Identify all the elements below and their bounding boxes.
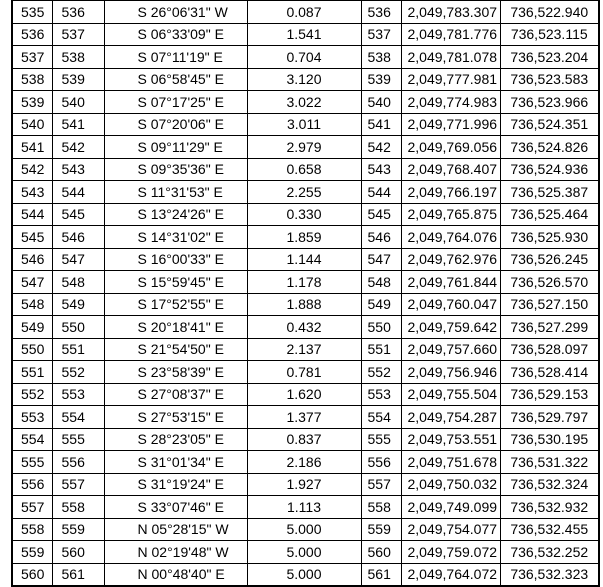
station-from-cell: 535	[12, 1, 52, 24]
station-to-cell: 554	[52, 406, 104, 429]
easting-cell: 736,532.932	[500, 496, 599, 519]
easting-cell: 736,529.797	[500, 406, 599, 429]
easting-cell: 736,532.324	[500, 473, 599, 496]
table-row	[12, 136, 599, 159]
station-to-cell: 552	[52, 361, 104, 384]
station-from-cell: 541	[12, 136, 52, 159]
northing-cell: 2,049,756.946	[401, 361, 500, 384]
distance-cell: 2.979	[247, 136, 361, 159]
northing-cell: 2,049,781.776	[401, 23, 500, 46]
station-to-cell: 547	[52, 248, 104, 271]
easting-cell: 736,525.464	[500, 203, 599, 226]
table-row	[12, 181, 599, 204]
table-row	[12, 541, 599, 564]
northing-cell: 2,049,757.660	[401, 338, 500, 361]
point-number-cell: 549	[361, 293, 401, 316]
easting-cell: 736,532.252	[500, 541, 599, 564]
easting-cell: 736,523.966	[500, 91, 599, 114]
station-from-cell: 558	[12, 518, 52, 541]
bearing-cell: S 14°31'02" E	[104, 226, 247, 249]
point-number-cell: 544	[361, 181, 401, 204]
station-from-cell: 554	[12, 428, 52, 451]
station-from-cell: 549	[12, 316, 52, 339]
station-from-cell: 542	[12, 158, 52, 181]
station-from-cell: 551	[12, 361, 52, 384]
distance-cell: 1.377	[247, 406, 361, 429]
point-number-cell: 546	[361, 226, 401, 249]
station-to-cell: 546	[52, 226, 104, 249]
distance-cell: 0.837	[247, 428, 361, 451]
station-from-cell: 552	[12, 383, 52, 406]
point-number-cell: 542	[361, 136, 401, 159]
station-from-cell: 555	[12, 451, 52, 474]
point-number-cell: 550	[361, 316, 401, 339]
bearing-cell: S 11°31'53" E	[104, 181, 247, 204]
table-row	[12, 248, 599, 271]
distance-cell: 2.255	[247, 181, 361, 204]
northing-cell: 2,049,766.197	[401, 181, 500, 204]
bearing-cell: S 31°19'24" E	[104, 473, 247, 496]
table-row	[12, 518, 599, 541]
easting-cell: 736,528.097	[500, 338, 599, 361]
distance-cell: 3.011	[247, 113, 361, 136]
distance-cell: 3.022	[247, 91, 361, 114]
station-from-cell: 547	[12, 271, 52, 294]
distance-cell: 5.000	[247, 563, 361, 586]
northing-cell: 2,049,759.642	[401, 316, 500, 339]
easting-cell: 736,523.115	[500, 23, 599, 46]
bearing-cell: S 09°35'36" E	[104, 158, 247, 181]
distance-cell: 0.330	[247, 203, 361, 226]
point-number-cell: 543	[361, 158, 401, 181]
distance-cell: 5.000	[247, 541, 361, 564]
northing-cell: 2,049,755.504	[401, 383, 500, 406]
distance-cell: 3.120	[247, 68, 361, 91]
station-to-cell: 553	[52, 383, 104, 406]
distance-cell: 0.781	[247, 361, 361, 384]
distance-cell: 1.859	[247, 226, 361, 249]
table-row	[12, 428, 599, 451]
bearing-cell: S 20°18'41" E	[104, 316, 247, 339]
bearing-cell: S 21°54'50" E	[104, 338, 247, 361]
bearing-cell: N 00°48'40" E	[104, 563, 247, 586]
northing-cell: 2,049,762.976	[401, 248, 500, 271]
distance-cell: 2.137	[247, 338, 361, 361]
bearing-cell: S 07°20'06" E	[104, 113, 247, 136]
point-number-cell: 552	[361, 361, 401, 384]
table-row	[12, 113, 599, 136]
station-from-cell: 536	[12, 23, 52, 46]
point-number-cell: 558	[361, 496, 401, 519]
point-number-cell: 559	[361, 518, 401, 541]
table-row	[12, 1, 599, 24]
station-to-cell: 561	[52, 563, 104, 586]
point-number-cell: 561	[361, 563, 401, 586]
station-to-cell: 539	[52, 68, 104, 91]
easting-cell: 736,532.455	[500, 518, 599, 541]
station-to-cell: 537	[52, 23, 104, 46]
bearing-cell: S 16°00'33" E	[104, 248, 247, 271]
station-from-cell: 545	[12, 226, 52, 249]
easting-cell: 736,524.351	[500, 113, 599, 136]
survey-coordinates-table	[11, 0, 600, 587]
station-from-cell: 556	[12, 473, 52, 496]
station-from-cell: 559	[12, 541, 52, 564]
station-to-cell: 541	[52, 113, 104, 136]
easting-cell: 736,525.387	[500, 181, 599, 204]
bearing-cell: S 13°24'26" E	[104, 203, 247, 226]
northing-cell: 2,049,750.032	[401, 473, 500, 496]
table-row	[12, 473, 599, 496]
table-row	[12, 91, 599, 114]
easting-cell: 736,527.150	[500, 293, 599, 316]
station-to-cell: 556	[52, 451, 104, 474]
easting-cell: 736,527.299	[500, 316, 599, 339]
point-number-cell: 554	[361, 406, 401, 429]
bearing-cell: S 23°58'39" E	[104, 361, 247, 384]
point-number-cell: 556	[361, 451, 401, 474]
bearing-cell: S 28°23'05" E	[104, 428, 247, 451]
northing-cell: 2,049,749.099	[401, 496, 500, 519]
table-row	[12, 226, 599, 249]
point-number-cell: 557	[361, 473, 401, 496]
distance-cell: 1.541	[247, 23, 361, 46]
northing-cell: 2,049,754.077	[401, 518, 500, 541]
bearing-cell: S 06°33'09" E	[104, 23, 247, 46]
northing-cell: 2,049,771.996	[401, 113, 500, 136]
easting-cell: 736,528.414	[500, 361, 599, 384]
northing-cell: 2,049,783.307	[401, 1, 500, 24]
station-from-cell: 538	[12, 68, 52, 91]
station-to-cell: 548	[52, 271, 104, 294]
easting-cell: 736,531.322	[500, 451, 599, 474]
northing-cell: 2,049,777.981	[401, 68, 500, 91]
station-from-cell: 539	[12, 91, 52, 114]
station-to-cell: 544	[52, 181, 104, 204]
northing-cell: 2,049,751.678	[401, 451, 500, 474]
table-row	[12, 203, 599, 226]
station-to-cell: 559	[52, 518, 104, 541]
point-number-cell: 555	[361, 428, 401, 451]
station-to-cell: 560	[52, 541, 104, 564]
northing-cell: 2,049,760.047	[401, 293, 500, 316]
northing-cell: 2,049,769.056	[401, 136, 500, 159]
station-from-cell: 546	[12, 248, 52, 271]
station-from-cell: 550	[12, 338, 52, 361]
station-from-cell: 557	[12, 496, 52, 519]
easting-cell: 736,526.570	[500, 271, 599, 294]
distance-cell: 0.087	[247, 1, 361, 24]
table-row	[12, 68, 599, 91]
table-row	[12, 406, 599, 429]
distance-cell: 1.113	[247, 496, 361, 519]
bearing-cell: S 09°11'29" E	[104, 136, 247, 159]
table-row	[12, 563, 599, 586]
northing-cell: 2,049,765.875	[401, 203, 500, 226]
distance-cell: 1.888	[247, 293, 361, 316]
point-number-cell: 547	[361, 248, 401, 271]
station-from-cell: 544	[12, 203, 52, 226]
station-to-cell: 538	[52, 46, 104, 69]
point-number-cell: 541	[361, 113, 401, 136]
station-to-cell: 551	[52, 338, 104, 361]
table-row	[12, 158, 599, 181]
distance-cell: 2.186	[247, 451, 361, 474]
table-row	[12, 23, 599, 46]
table-row	[12, 496, 599, 519]
easting-cell: 736,529.153	[500, 383, 599, 406]
station-to-cell: 540	[52, 91, 104, 114]
northing-cell: 2,049,761.844	[401, 271, 500, 294]
point-number-cell: 548	[361, 271, 401, 294]
easting-cell: 736,526.245	[500, 248, 599, 271]
easting-cell: 736,530.195	[500, 428, 599, 451]
easting-cell: 736,532.323	[500, 563, 599, 586]
table-row	[12, 46, 599, 69]
bearing-cell: S 07°17'25" E	[104, 91, 247, 114]
table-row	[12, 338, 599, 361]
easting-cell: 736,524.826	[500, 136, 599, 159]
station-from-cell: 560	[12, 563, 52, 586]
bearing-cell: N 02°19'48" W	[104, 541, 247, 564]
easting-cell: 736,523.583	[500, 68, 599, 91]
distance-cell: 1.178	[247, 271, 361, 294]
table-row	[12, 383, 599, 406]
bearing-cell: S 27°08'37" E	[104, 383, 247, 406]
point-number-cell: 536	[361, 1, 401, 24]
bearing-cell: S 17°52'55" E	[104, 293, 247, 316]
easting-cell: 736,524.936	[500, 158, 599, 181]
northing-cell: 2,049,768.407	[401, 158, 500, 181]
point-number-cell: 560	[361, 541, 401, 564]
point-number-cell: 553	[361, 383, 401, 406]
station-to-cell: 536	[52, 1, 104, 24]
distance-cell: 1.927	[247, 473, 361, 496]
table-row	[12, 361, 599, 384]
distance-cell: 1.144	[247, 248, 361, 271]
northing-cell: 2,049,759.072	[401, 541, 500, 564]
station-to-cell: 549	[52, 293, 104, 316]
easting-cell: 736,523.204	[500, 46, 599, 69]
distance-cell: 0.704	[247, 46, 361, 69]
distance-cell: 1.620	[247, 383, 361, 406]
northing-cell: 2,049,764.072	[401, 563, 500, 586]
point-number-cell: 545	[361, 203, 401, 226]
station-to-cell: 545	[52, 203, 104, 226]
northing-cell: 2,049,753.551	[401, 428, 500, 451]
station-to-cell: 555	[52, 428, 104, 451]
station-from-cell: 553	[12, 406, 52, 429]
bearing-cell: S 27°53'15" E	[104, 406, 247, 429]
bearing-cell: S 26°06'31" W	[104, 1, 247, 24]
bearing-cell: S 07°11'19" E	[104, 46, 247, 69]
point-number-cell: 537	[361, 23, 401, 46]
station-from-cell: 543	[12, 181, 52, 204]
bearing-cell: S 06°58'45" E	[104, 68, 247, 91]
northing-cell: 2,049,781.078	[401, 46, 500, 69]
distance-cell: 0.658	[247, 158, 361, 181]
station-from-cell: 548	[12, 293, 52, 316]
point-number-cell: 551	[361, 338, 401, 361]
point-number-cell: 540	[361, 91, 401, 114]
station-to-cell: 558	[52, 496, 104, 519]
easting-cell: 736,525.930	[500, 226, 599, 249]
bearing-cell: S 31°01'34" E	[104, 451, 247, 474]
station-from-cell: 537	[12, 46, 52, 69]
station-to-cell: 550	[52, 316, 104, 339]
table-row	[12, 293, 599, 316]
northing-cell: 2,049,754.287	[401, 406, 500, 429]
station-to-cell: 557	[52, 473, 104, 496]
station-from-cell: 540	[12, 113, 52, 136]
table-row	[12, 271, 599, 294]
table-row	[12, 316, 599, 339]
distance-cell: 5.000	[247, 518, 361, 541]
bearing-cell: S 33°07'46" E	[104, 496, 247, 519]
station-to-cell: 542	[52, 136, 104, 159]
northing-cell: 2,049,774.983	[401, 91, 500, 114]
point-number-cell: 538	[361, 46, 401, 69]
table-row	[12, 451, 599, 474]
distance-cell: 0.432	[247, 316, 361, 339]
northing-cell: 2,049,764.076	[401, 226, 500, 249]
bearing-cell: S 15°59'45" E	[104, 271, 247, 294]
station-to-cell: 543	[52, 158, 104, 181]
bearing-cell: N 05°28'15" W	[104, 518, 247, 541]
easting-cell: 736,522.940	[500, 1, 599, 24]
point-number-cell: 539	[361, 68, 401, 91]
table-body	[12, 1, 599, 587]
